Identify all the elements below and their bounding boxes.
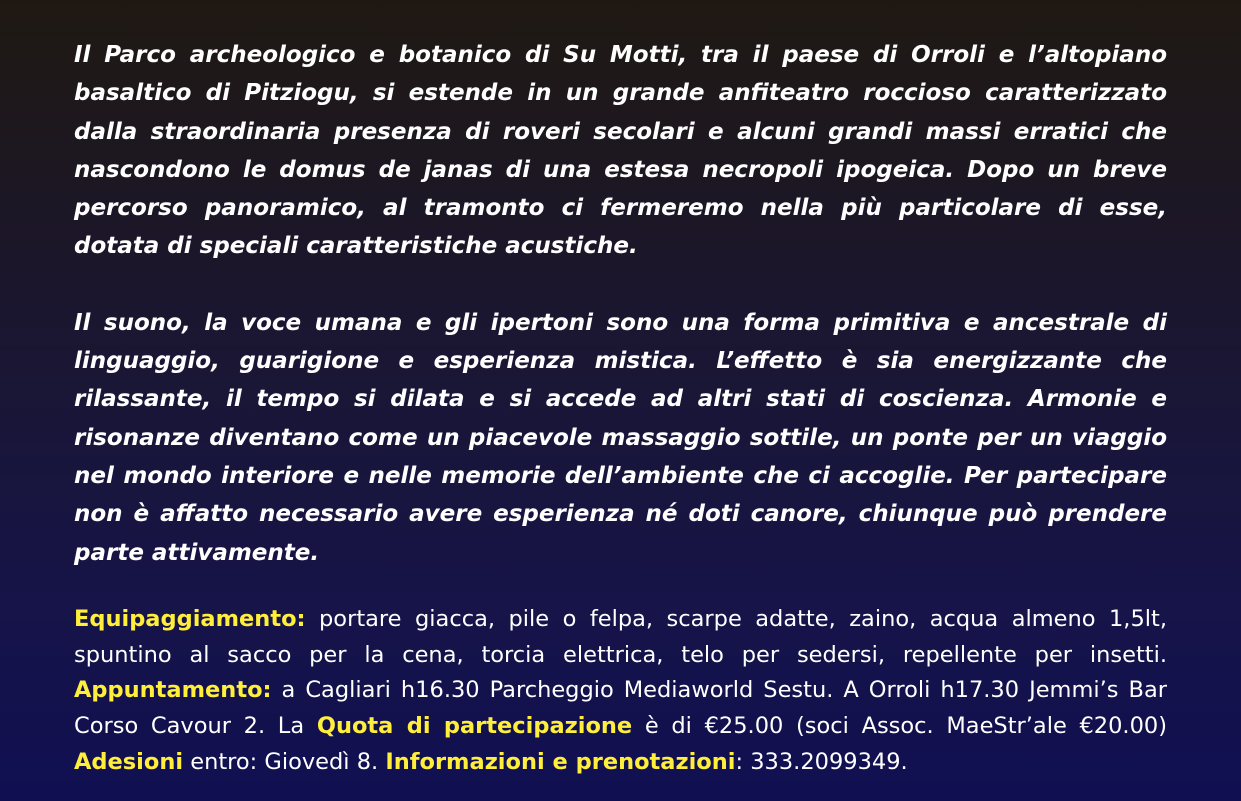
- equipment-text: portare giacca, pile o felpa, scarpe adatte, zaino, acqua almeno 1,5lt, spuntino al sacco per la cena, torcia elettrica, telo per sedersi, repellente per insetti.: [74, 605, 1167, 668]
- appointment-text: a Cagliari h16.30 Parcheggio Mediaworld Sestu. A Orroli h17.30 Jemmi’s Bar Corso Cavour 2. La: [74, 677, 1167, 740]
- event-info-block: [74, 602, 1167, 781]
- registration-text: entro: Giovedì 8.: [183, 749, 386, 776]
- sound-paragraph: Il suono, la voce umana e gli ipertoni sono una forma primitiva e ancestrale di linguaggio, guarigione e esperienza mistica. L’effetto è sia energizzante che rilassante, il tempo si dilata e si accede ad altri stati di coscienza. Armonie e risonanze diventano come un piacevole massaggio sottile, un ponte per un viaggio nel mondo interiore e nelle memorie dell’ambiente che ci accoglie. Per partecipare non è affatto necessario avere esperienza né doti canore, chiunque può prendere parte attivamente.: [74, 309, 1167, 566]
- fee-label: Quota di partecipazione: [316, 713, 633, 740]
- equipment-label: Equipaggiamento:: [74, 605, 306, 632]
- contact-phone: : 333.2099349.: [735, 749, 908, 776]
- appointment-label: Appuntamento:: [74, 677, 272, 704]
- registration-label: Adesioni: [74, 749, 184, 776]
- fee-text: è di €25.00 (soci Assoc. MaeStr’ale €20.00): [632, 713, 1167, 740]
- contact-label: Informazioni e prenotazioni: [385, 749, 736, 776]
- intro-paragraph: Il Parco archeologico e botanico di Su Motti, tra il paese di Orroli e l’altopiano basaltico di Pitziogu, si estende in un grande anfiteatro roccioso caratterizzato dalla straordinaria presenza di roveri secolari e alcuni grandi massi erratici che nascondono le domus de janas di una estesa necropoli ipogeica. Dopo un breve percorso panoramico, al tramonto ci fermeremo nella più particolare di esse, dotata di speciali caratteristiche acustiche.: [74, 42, 1167, 260]
